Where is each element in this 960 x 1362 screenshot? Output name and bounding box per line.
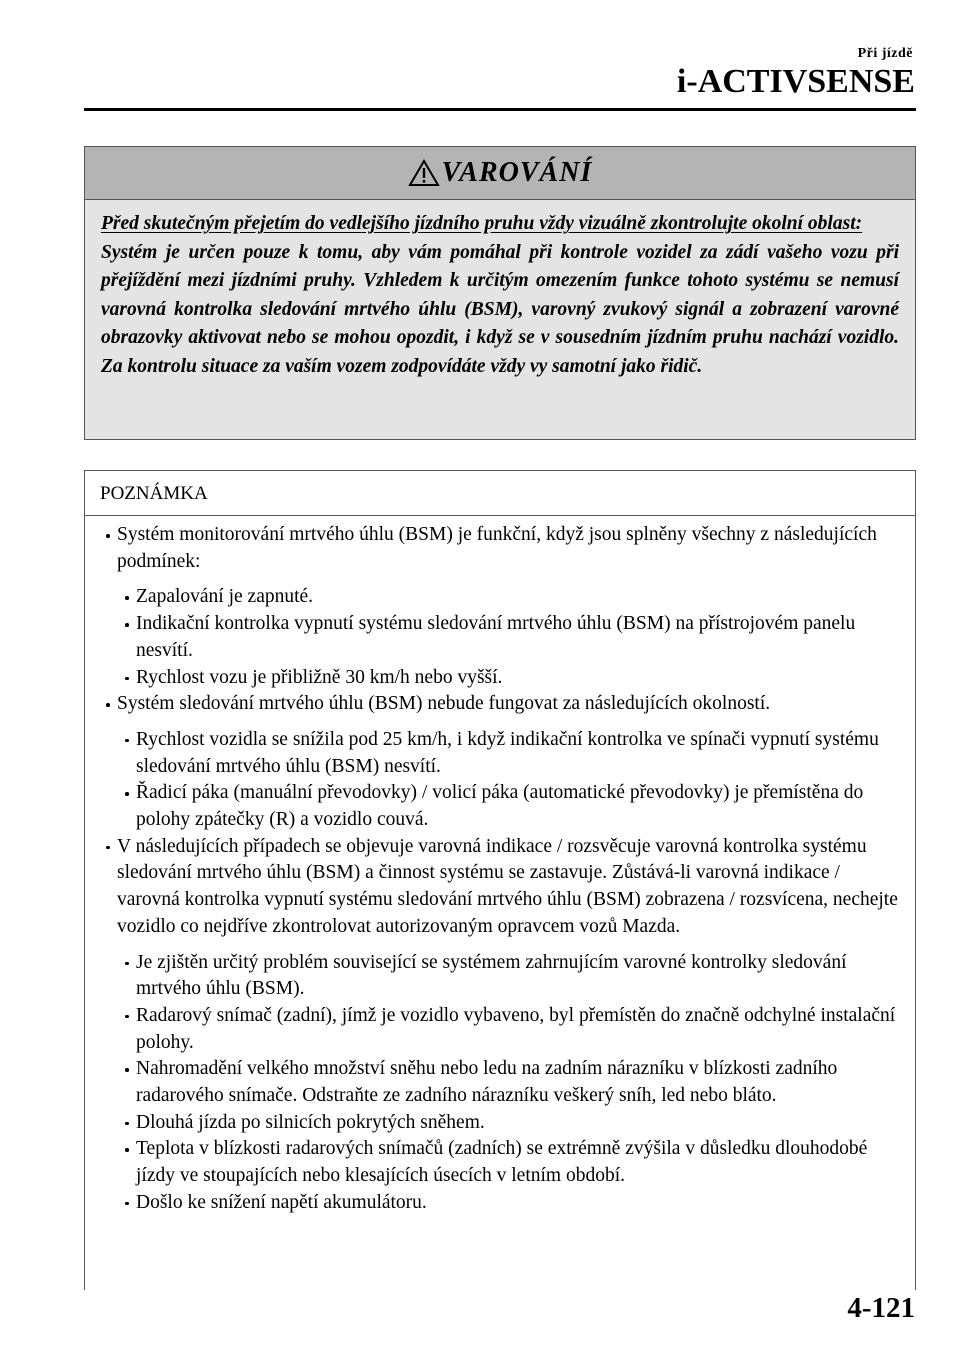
note-title: POZNÁMKA	[85, 471, 915, 516]
header-divider	[84, 108, 916, 111]
list-item: Nahromadění velkého množství sněhu nebo ledu na zadním nárazníku v blízkosti zadního radarového snímače. Odstraňte ze zadního nárazníku veškerý sníh, led nebo bláto.	[101, 1056, 899, 1109]
warning-body	[85, 200, 915, 381]
warning-triangle-icon	[408, 159, 440, 187]
list-item: Systém monitorování mrtvého úhlu (BSM) je funkční, když jsou splněny všechny z následujících podmínek:	[101, 522, 899, 575]
warning-lead: Před skutečným přejetím do vedlejšího jízdního pruhu vždy vizuálně zkontrolujte okolní oblast:	[101, 213, 863, 234]
warning-text: Systém je určen pouze k tomu, aby vám pomáhal při kontrole vozidel za zádí vašeho vozu při přejíždění mezi jízdními pruhy. Vzhledem k určitým omezením funkce tohoto systému se nemusí varovná kontrolka sledování mrtvého úhlu (BSM), varovný zvukový signál a zobrazení varovné obrazovky aktivovat nebo se mohou opozdit, i když se v sousedním jízdním pruhu nachází vozidlo. Za kontrolu situace za vaším vozem zodpovídáte vždy vy samotní jako řidič.	[101, 241, 899, 377]
list-item: Řadicí páka (manuální převodovky) / volicí páka (automatické převodovky) je přemístěna do polohy zpátečky (R) a vozidlo couvá.	[101, 780, 899, 833]
section-label: Při jízdě	[857, 46, 913, 61]
note-box	[84, 470, 916, 1290]
warning-title: VAROVÁNÍ	[441, 157, 593, 188]
warning-header	[85, 147, 915, 200]
list-item: Je zjištěn určitý problém související se systémem zahrnujícím varovné kontrolky sledování mrtvého úhlu (BSM).	[101, 950, 899, 1003]
warning-box	[84, 146, 916, 440]
list-item: Rychlost vozu je přibližně 30 km/h nebo vyšší.	[101, 665, 899, 692]
list-item: V následujících případech se objevuje varovná indikace / rozsvěcuje varovná kontrolka systému sledování mrtvého úhlu (BSM) a činnost systému se zastavuje. Zůstává-li varovná indikace / varovná kontrolka vypnutí systému sledování mrtvého úhlu (BSM) zobrazena / rozsvícena, nechejte vozidlo co nejdříve zkontrolovat autorizovaným opravcem vozů Mazda.	[101, 834, 899, 941]
list-item: Teplota v blízkosti radarových snímačů (zadních) se extrémně zvýšila v důsledku dlouhodobé jízdy ve stoupajících nebo klesajících úsecích v letním období.	[101, 1136, 899, 1189]
list-item: Dlouhá jízda po silnicích pokrytých sněhem.	[101, 1110, 899, 1137]
list-item: Došlo ke snížení napětí akumulátoru.	[101, 1190, 899, 1217]
list-item: Systém sledování mrtvého úhlu (BSM) nebude fungovat za následujících okolností.	[101, 691, 899, 718]
list-item: Radarový snímač (zadní), jímž je vozidlo vybaveno, byl přemístěn do značně odchylné instalační polohy.	[101, 1003, 899, 1056]
chapter-title: i-ACTIVSENSE	[676, 63, 915, 100]
list-item: Rychlost vozidla se snížila pod 25 km/h, i když indikační kontrolka ve spínači vypnutí systému sledování mrtvého úhlu (BSM) nesvítí.	[101, 727, 899, 780]
list-item: Zapalování je zapnuté.	[101, 584, 899, 611]
list-item: Indikační kontrolka vypnutí systému sledování mrtvého úhlu (BSM) na přístrojovém panelu nesvítí.	[101, 611, 899, 664]
page-number: 4-121	[847, 1292, 915, 1324]
note-body	[85, 516, 915, 1217]
